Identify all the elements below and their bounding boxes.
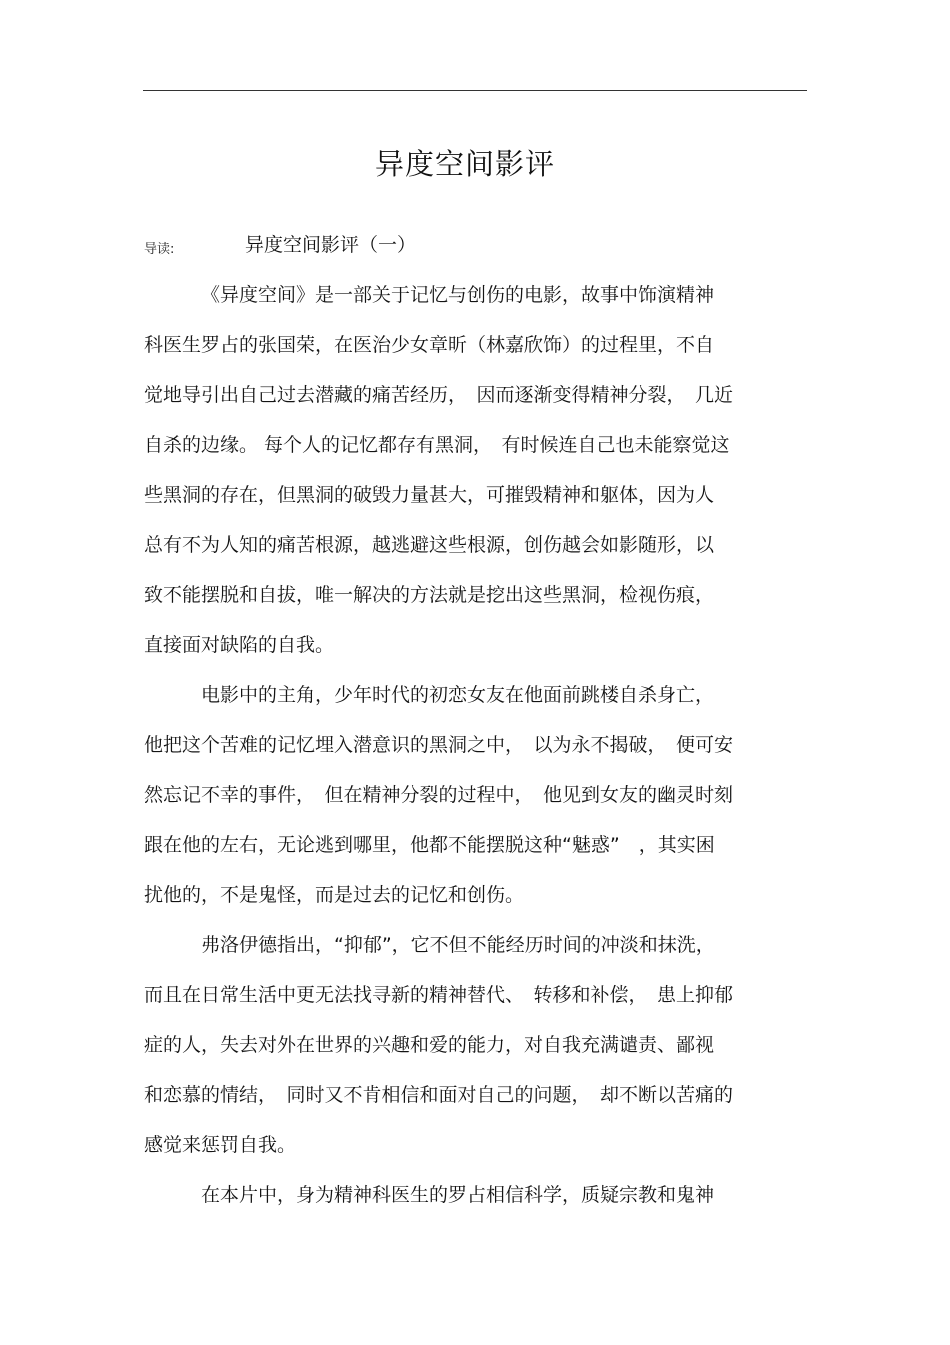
text-line: 电影中的主角，少年时代的初恋女友在他面前跳楼自杀身亡，: [201, 684, 715, 706]
text-line: 觉地导引出自己过去潜藏的痛苦经历， 因而逐渐变得精神分裂， 几近: [144, 384, 734, 406]
document-title: 异度空间影评: [374, 147, 555, 181]
text-line: 然忘记不幸的事件， 但在精神分裂的过程中， 他见到女友的幽灵时刻: [144, 784, 734, 806]
header-rule: [143, 90, 807, 91]
text-line: 些黑洞的存在，但黑洞的破毁力量甚大，可摧毁精神和躯体，因为人: [144, 484, 715, 506]
text-line: 《异度空间》是一部关于记忆与创伤的电影，故事中饰演精神: [201, 284, 715, 306]
text-line: 扰他的，不是鬼怪，而是过去的记忆和创伤。: [144, 884, 525, 906]
text-line: 致不能摆脱和自拔，唯一解决的方法就是挖出这些黑洞，检视伤痕，: [144, 584, 715, 606]
lead-block: [144, 230, 804, 258]
article-body: [144, 275, 804, 1225]
text-line: 自杀的边缘。 每个人的记忆都存有黑洞， 有时候连自己也未能察觉这: [144, 434, 730, 456]
text-line: 症的人，失去对外在世界的兴趣和爱的能力，对自我充满谴责、鄙视: [144, 1034, 715, 1056]
text-line: 直接面对缺陷的自我。: [144, 634, 335, 656]
lead-label: 导读:: [144, 242, 175, 257]
text-line: 而且在日常生活中更无法找寻新的精神替代、 转移和补偿， 患上抑郁: [144, 984, 734, 1006]
text-line: 跟在他的左右，无论逃到哪里，他都不能摆脱这种“魅惑” ，其实困: [144, 834, 715, 856]
text-line: 总有不为人知的痛苦根源，越逃避这些根源，创伤越会如影随形，以: [144, 534, 715, 556]
text-line: 感觉来惩罚自我。: [144, 1134, 297, 1156]
text-line: 他把这个苦难的记忆埋入潜意识的黑洞之中， 以为永不揭破， 便可安: [144, 734, 734, 756]
text-line: 弗洛伊德指出，“抑郁”，它不但不能经历时间的冲淡和抹洗，: [201, 934, 715, 956]
text-line: 在本片中，身为精神科医生的罗占相信科学，质疑宗教和鬼神: [201, 1184, 715, 1206]
text-line: 和恋慕的情结， 同时又不肯相信和面对自己的问题， 却不断以苦痛的: [144, 1084, 734, 1106]
lead-text: 异度空间影评（一）: [245, 234, 417, 256]
text-line: 科医生罗占的张国荣，在医治少女章昕（林嘉欣饰）的过程里，不自: [144, 334, 715, 356]
